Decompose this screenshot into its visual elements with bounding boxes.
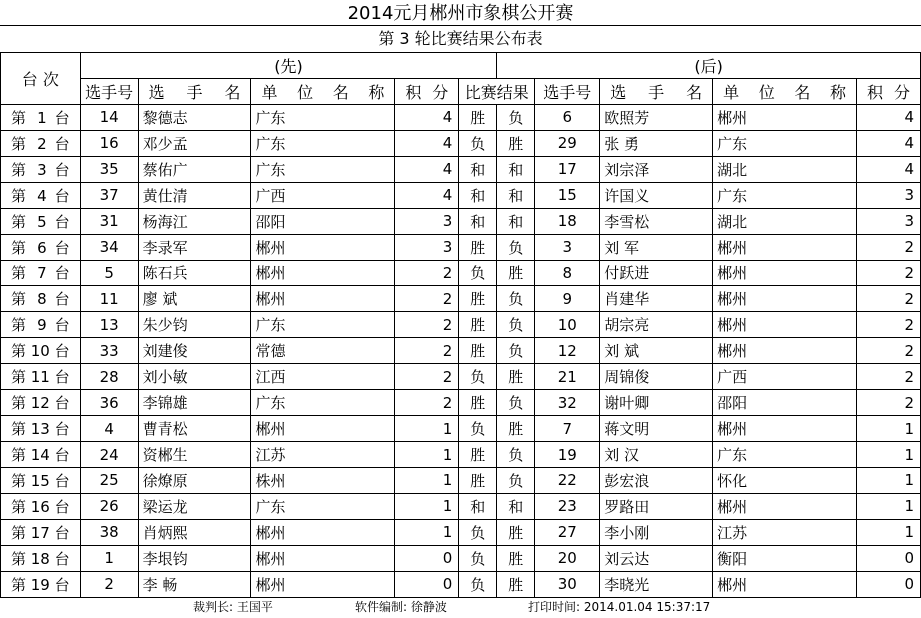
second-unit-cell: 衡阳 — [713, 545, 857, 571]
first-score-cell: 2 — [395, 260, 459, 286]
first-unit-cell: 郴州 — [251, 545, 395, 571]
table-row — [1, 390, 921, 416]
second-player-name-cell: 许国义 — [600, 182, 713, 208]
table-row — [1, 312, 921, 338]
first-player-name-cell: 邓少孟 — [138, 130, 251, 156]
first-player-name-cell: 陈石兵 — [138, 260, 251, 286]
first-player-no-cell: 36 — [80, 390, 138, 416]
second-result-cell: 胜 — [497, 545, 535, 571]
second-player-no-cell: 9 — [535, 286, 600, 312]
second-unit-cell: 邵阳 — [713, 390, 857, 416]
second-score-cell: 4 — [856, 130, 920, 156]
first-player-name-cell: 廖 斌 — [138, 286, 251, 312]
first-player-no-cell: 35 — [80, 156, 138, 182]
second-unit-cell: 郴州 — [713, 571, 857, 597]
header-unit-name: 单 位 名 称 — [251, 78, 395, 104]
second-player-no-cell: 23 — [535, 493, 600, 519]
second-player-name-cell: 蒋文明 — [600, 416, 713, 442]
first-unit-cell: 邵阳 — [251, 208, 395, 234]
second-player-no-cell: 17 — [535, 156, 600, 182]
first-result-cell: 负 — [459, 519, 497, 545]
first-score-cell: 2 — [395, 312, 459, 338]
table-row — [1, 519, 921, 545]
first-unit-cell: 郴州 — [251, 519, 395, 545]
first-score-cell: 1 — [395, 416, 459, 442]
first-unit-cell: 常德 — [251, 338, 395, 364]
second-player-name-cell: 刘宗泽 — [600, 156, 713, 182]
first-score-cell: 2 — [395, 338, 459, 364]
first-player-name-cell: 李垠钧 — [138, 545, 251, 571]
table-row — [1, 182, 921, 208]
first-result-cell: 负 — [459, 545, 497, 571]
table-row — [1, 260, 921, 286]
header-score: 积 分 — [856, 78, 920, 104]
first-result-cell: 胜 — [459, 234, 497, 260]
second-result-cell: 胜 — [497, 416, 535, 442]
first-unit-cell: 江西 — [251, 364, 395, 390]
table-row — [1, 571, 921, 597]
board-cell: 第 4 台 — [1, 182, 81, 208]
table-row — [1, 156, 921, 182]
footer — [0, 597, 921, 618]
first-result-cell: 胜 — [459, 312, 497, 338]
second-player-no-cell: 3 — [535, 234, 600, 260]
first-player-name-cell: 刘小敏 — [138, 364, 251, 390]
first-score-cell: 1 — [395, 468, 459, 494]
second-result-cell: 负 — [497, 312, 535, 338]
second-unit-cell: 江苏 — [713, 519, 857, 545]
print-time-text: 打印时间: 2014.01.04 15:37:17 — [528, 600, 711, 614]
second-player-name-cell: 付跃进 — [600, 260, 713, 286]
second-player-no-cell: 27 — [535, 519, 600, 545]
first-player-name-cell: 肖炳熙 — [138, 519, 251, 545]
second-player-no-cell: 8 — [535, 260, 600, 286]
first-score-cell: 2 — [395, 364, 459, 390]
second-score-cell: 4 — [856, 104, 920, 130]
second-unit-cell: 广东 — [713, 130, 857, 156]
table-row — [1, 468, 921, 494]
first-score-cell: 3 — [395, 234, 459, 260]
first-player-name-cell: 梁运龙 — [138, 493, 251, 519]
board-cell: 第 3 台 — [1, 156, 81, 182]
board-cell: 第 12 台 — [1, 390, 81, 416]
first-player-no-cell: 5 — [80, 260, 138, 286]
board-cell: 第 5 台 — [1, 208, 81, 234]
second-score-cell: 2 — [856, 312, 920, 338]
header-first-side: (先) — [80, 53, 497, 79]
second-player-name-cell: 刘云达 — [600, 545, 713, 571]
first-unit-cell: 郴州 — [251, 260, 395, 286]
board-cell: 第 10 台 — [1, 338, 81, 364]
page-title: 2014元月郴州市象棋公开赛 — [0, 0, 921, 26]
page-subtitle: 第 3 轮比赛结果公布表 — [378, 29, 543, 48]
second-player-name-cell: 李雪松 — [600, 208, 713, 234]
first-score-cell: 0 — [395, 545, 459, 571]
first-player-no-cell: 34 — [80, 234, 138, 260]
first-player-no-cell: 26 — [80, 493, 138, 519]
first-result-cell: 胜 — [459, 390, 497, 416]
first-player-name-cell: 徐燎原 — [138, 468, 251, 494]
first-unit-cell: 郴州 — [251, 416, 395, 442]
header-result: 比赛结果 — [459, 78, 535, 104]
second-player-no-cell: 32 — [535, 390, 600, 416]
table-row — [1, 364, 921, 390]
first-score-cell: 4 — [395, 182, 459, 208]
first-result-cell: 和 — [459, 208, 497, 234]
first-score-cell: 0 — [395, 571, 459, 597]
table-row — [1, 208, 921, 234]
first-player-name-cell: 刘建俊 — [138, 338, 251, 364]
second-score-cell: 1 — [856, 519, 920, 545]
second-player-no-cell: 10 — [535, 312, 600, 338]
board-cell: 第 13 台 — [1, 416, 81, 442]
first-player-no-cell: 33 — [80, 338, 138, 364]
board-cell: 第 11 台 — [1, 364, 81, 390]
first-player-no-cell: 37 — [80, 182, 138, 208]
first-score-cell: 1 — [395, 442, 459, 468]
first-unit-cell: 广东 — [251, 312, 395, 338]
first-unit-cell: 株州 — [251, 468, 395, 494]
second-player-name-cell: 欧照芳 — [600, 104, 713, 130]
first-unit-cell: 广西 — [251, 182, 395, 208]
second-score-cell: 0 — [856, 571, 920, 597]
first-player-no-cell: 4 — [80, 416, 138, 442]
second-unit-cell: 广东 — [713, 442, 857, 468]
header-second-side: (后) — [497, 53, 921, 79]
second-player-name-cell: 彭宏浪 — [600, 468, 713, 494]
second-unit-cell: 郴州 — [713, 104, 857, 130]
second-player-name-cell: 李小刚 — [600, 519, 713, 545]
first-player-no-cell: 24 — [80, 442, 138, 468]
header-player-no: 选手号 — [535, 78, 600, 104]
first-unit-cell: 广东 — [251, 493, 395, 519]
second-score-cell: 3 — [856, 208, 920, 234]
board-cell: 第 6 台 — [1, 234, 81, 260]
board-cell: 第 9 台 — [1, 312, 81, 338]
first-player-no-cell: 11 — [80, 286, 138, 312]
first-unit-cell: 郴州 — [251, 571, 395, 597]
first-unit-cell: 江苏 — [251, 442, 395, 468]
second-player-no-cell: 29 — [535, 130, 600, 156]
second-score-cell: 0 — [856, 545, 920, 571]
table-row — [1, 338, 921, 364]
second-player-no-cell: 30 — [535, 571, 600, 597]
second-result-cell: 负 — [497, 104, 535, 130]
first-player-name-cell: 黄仕清 — [138, 182, 251, 208]
second-score-cell: 2 — [856, 260, 920, 286]
first-player-name-cell: 李锦雄 — [138, 390, 251, 416]
table-row — [1, 130, 921, 156]
second-result-cell: 胜 — [497, 260, 535, 286]
second-result-cell: 胜 — [497, 571, 535, 597]
second-unit-cell: 湖北 — [713, 156, 857, 182]
second-player-name-cell: 张 勇 — [600, 130, 713, 156]
first-player-name-cell: 蔡佑广 — [138, 156, 251, 182]
first-result-cell: 和 — [459, 493, 497, 519]
second-result-cell: 和 — [497, 493, 535, 519]
second-score-cell: 1 — [856, 468, 920, 494]
first-player-no-cell: 16 — [80, 130, 138, 156]
board-cell: 第 18 台 — [1, 545, 81, 571]
second-player-no-cell: 18 — [535, 208, 600, 234]
first-player-name-cell: 李 畅 — [138, 571, 251, 597]
first-score-cell: 2 — [395, 286, 459, 312]
second-result-cell: 负 — [497, 338, 535, 364]
first-player-name-cell: 曹青松 — [138, 416, 251, 442]
second-player-name-cell: 刘 斌 — [600, 338, 713, 364]
first-result-cell: 负 — [459, 571, 497, 597]
first-player-name-cell: 朱少钧 — [138, 312, 251, 338]
board-cell: 第 17 台 — [1, 519, 81, 545]
second-result-cell: 负 — [497, 286, 535, 312]
first-score-cell: 4 — [395, 104, 459, 130]
second-player-name-cell: 谢叶卿 — [600, 390, 713, 416]
second-score-cell: 4 — [856, 156, 920, 182]
second-result-cell: 胜 — [497, 519, 535, 545]
board-cell: 第 2 台 — [1, 130, 81, 156]
first-player-name-cell: 黎德志 — [138, 104, 251, 130]
first-unit-cell: 广东 — [251, 104, 395, 130]
referee-text: 裁判长: 王国平 — [193, 600, 273, 614]
first-unit-cell: 广东 — [251, 130, 395, 156]
first-score-cell: 1 — [395, 493, 459, 519]
first-player-no-cell: 2 — [80, 571, 138, 597]
second-player-name-cell: 胡宗亮 — [600, 312, 713, 338]
first-unit-cell: 广东 — [251, 390, 395, 416]
header-unit-name: 单 位 名 称 — [713, 78, 857, 104]
second-score-cell: 1 — [856, 493, 920, 519]
header-player-no: 选手号 — [80, 78, 138, 104]
second-result-cell: 负 — [497, 234, 535, 260]
second-player-name-cell: 周锦俊 — [600, 364, 713, 390]
second-unit-cell: 广东 — [713, 182, 857, 208]
first-player-no-cell: 25 — [80, 468, 138, 494]
second-player-name-cell: 刘 军 — [600, 234, 713, 260]
second-score-cell: 2 — [856, 338, 920, 364]
second-player-no-cell: 7 — [535, 416, 600, 442]
second-player-no-cell: 19 — [535, 442, 600, 468]
first-score-cell: 4 — [395, 130, 459, 156]
second-score-cell: 1 — [856, 416, 920, 442]
first-result-cell: 和 — [459, 156, 497, 182]
board-cell: 第 14 台 — [1, 442, 81, 468]
board-cell: 第 1 台 — [1, 104, 81, 130]
first-result-cell: 负 — [459, 130, 497, 156]
first-unit-cell: 广东 — [251, 156, 395, 182]
second-player-name-cell: 肖建华 — [600, 286, 713, 312]
second-result-cell: 负 — [497, 442, 535, 468]
second-score-cell: 2 — [856, 286, 920, 312]
first-result-cell: 胜 — [459, 338, 497, 364]
first-result-cell: 胜 — [459, 468, 497, 494]
second-player-no-cell: 22 — [535, 468, 600, 494]
first-result-cell: 胜 — [459, 104, 497, 130]
header-score: 积 分 — [395, 78, 459, 104]
second-score-cell: 2 — [856, 390, 920, 416]
second-result-cell: 负 — [497, 390, 535, 416]
first-score-cell: 3 — [395, 208, 459, 234]
second-unit-cell: 郴州 — [713, 312, 857, 338]
second-score-cell: 2 — [856, 234, 920, 260]
second-unit-cell: 郴州 — [713, 286, 857, 312]
second-score-cell: 3 — [856, 182, 920, 208]
second-unit-cell: 郴州 — [713, 493, 857, 519]
second-result-cell: 负 — [497, 468, 535, 494]
first-result-cell: 胜 — [459, 286, 497, 312]
first-result-cell: 负 — [459, 416, 497, 442]
second-unit-cell: 郴州 — [713, 416, 857, 442]
table-row — [1, 493, 921, 519]
board-cell: 第 19 台 — [1, 571, 81, 597]
first-player-no-cell: 1 — [80, 545, 138, 571]
first-unit-cell: 郴州 — [251, 234, 395, 260]
second-result-cell: 和 — [497, 182, 535, 208]
second-unit-cell: 郴州 — [713, 338, 857, 364]
second-unit-cell: 怀化 — [713, 468, 857, 494]
first-score-cell: 2 — [395, 390, 459, 416]
second-unit-cell: 郴州 — [713, 260, 857, 286]
second-result-cell: 胜 — [497, 130, 535, 156]
second-player-no-cell: 20 — [535, 545, 600, 571]
second-unit-cell: 湖北 — [713, 208, 857, 234]
second-result-cell: 和 — [497, 156, 535, 182]
first-result-cell: 胜 — [459, 442, 497, 468]
board-cell: 第 16 台 — [1, 493, 81, 519]
first-player-no-cell: 13 — [80, 312, 138, 338]
second-player-no-cell: 12 — [535, 338, 600, 364]
board-cell: 第 7 台 — [1, 260, 81, 286]
board-cell: 第 8 台 — [1, 286, 81, 312]
second-player-name-cell: 罗路田 — [600, 493, 713, 519]
second-unit-cell: 郴州 — [713, 234, 857, 260]
table-row — [1, 545, 921, 571]
second-unit-cell: 广西 — [713, 364, 857, 390]
header-player-name: 选 手 名 — [138, 78, 251, 104]
first-result-cell: 负 — [459, 364, 497, 390]
first-player-no-cell: 14 — [80, 104, 138, 130]
first-player-name-cell: 李录军 — [138, 234, 251, 260]
table-row — [1, 442, 921, 468]
first-player-name-cell: 资郴生 — [138, 442, 251, 468]
table-row — [1, 416, 921, 442]
header-board: 台 次 — [1, 53, 81, 105]
table-row — [1, 104, 921, 130]
first-score-cell: 1 — [395, 519, 459, 545]
second-player-name-cell: 刘 汉 — [600, 442, 713, 468]
second-result-cell: 和 — [497, 208, 535, 234]
table-row — [1, 286, 921, 312]
header-player-name: 选 手 名 — [600, 78, 713, 104]
second-player-no-cell: 21 — [535, 364, 600, 390]
first-score-cell: 4 — [395, 156, 459, 182]
second-result-cell: 胜 — [497, 364, 535, 390]
first-player-no-cell: 38 — [80, 519, 138, 545]
board-cell: 第 15 台 — [1, 468, 81, 494]
second-player-no-cell: 6 — [535, 104, 600, 130]
second-score-cell: 1 — [856, 442, 920, 468]
first-player-no-cell: 31 — [80, 208, 138, 234]
first-player-no-cell: 28 — [80, 364, 138, 390]
first-result-cell: 负 — [459, 260, 497, 286]
table-row — [1, 234, 921, 260]
second-player-no-cell: 15 — [535, 182, 600, 208]
first-player-name-cell: 杨海江 — [138, 208, 251, 234]
second-score-cell: 2 — [856, 364, 920, 390]
first-result-cell: 和 — [459, 182, 497, 208]
second-player-name-cell: 李晓光 — [600, 571, 713, 597]
results-table — [0, 52, 921, 598]
software-text: 软件编制: 徐静波 — [355, 600, 447, 614]
first-unit-cell: 郴州 — [251, 286, 395, 312]
